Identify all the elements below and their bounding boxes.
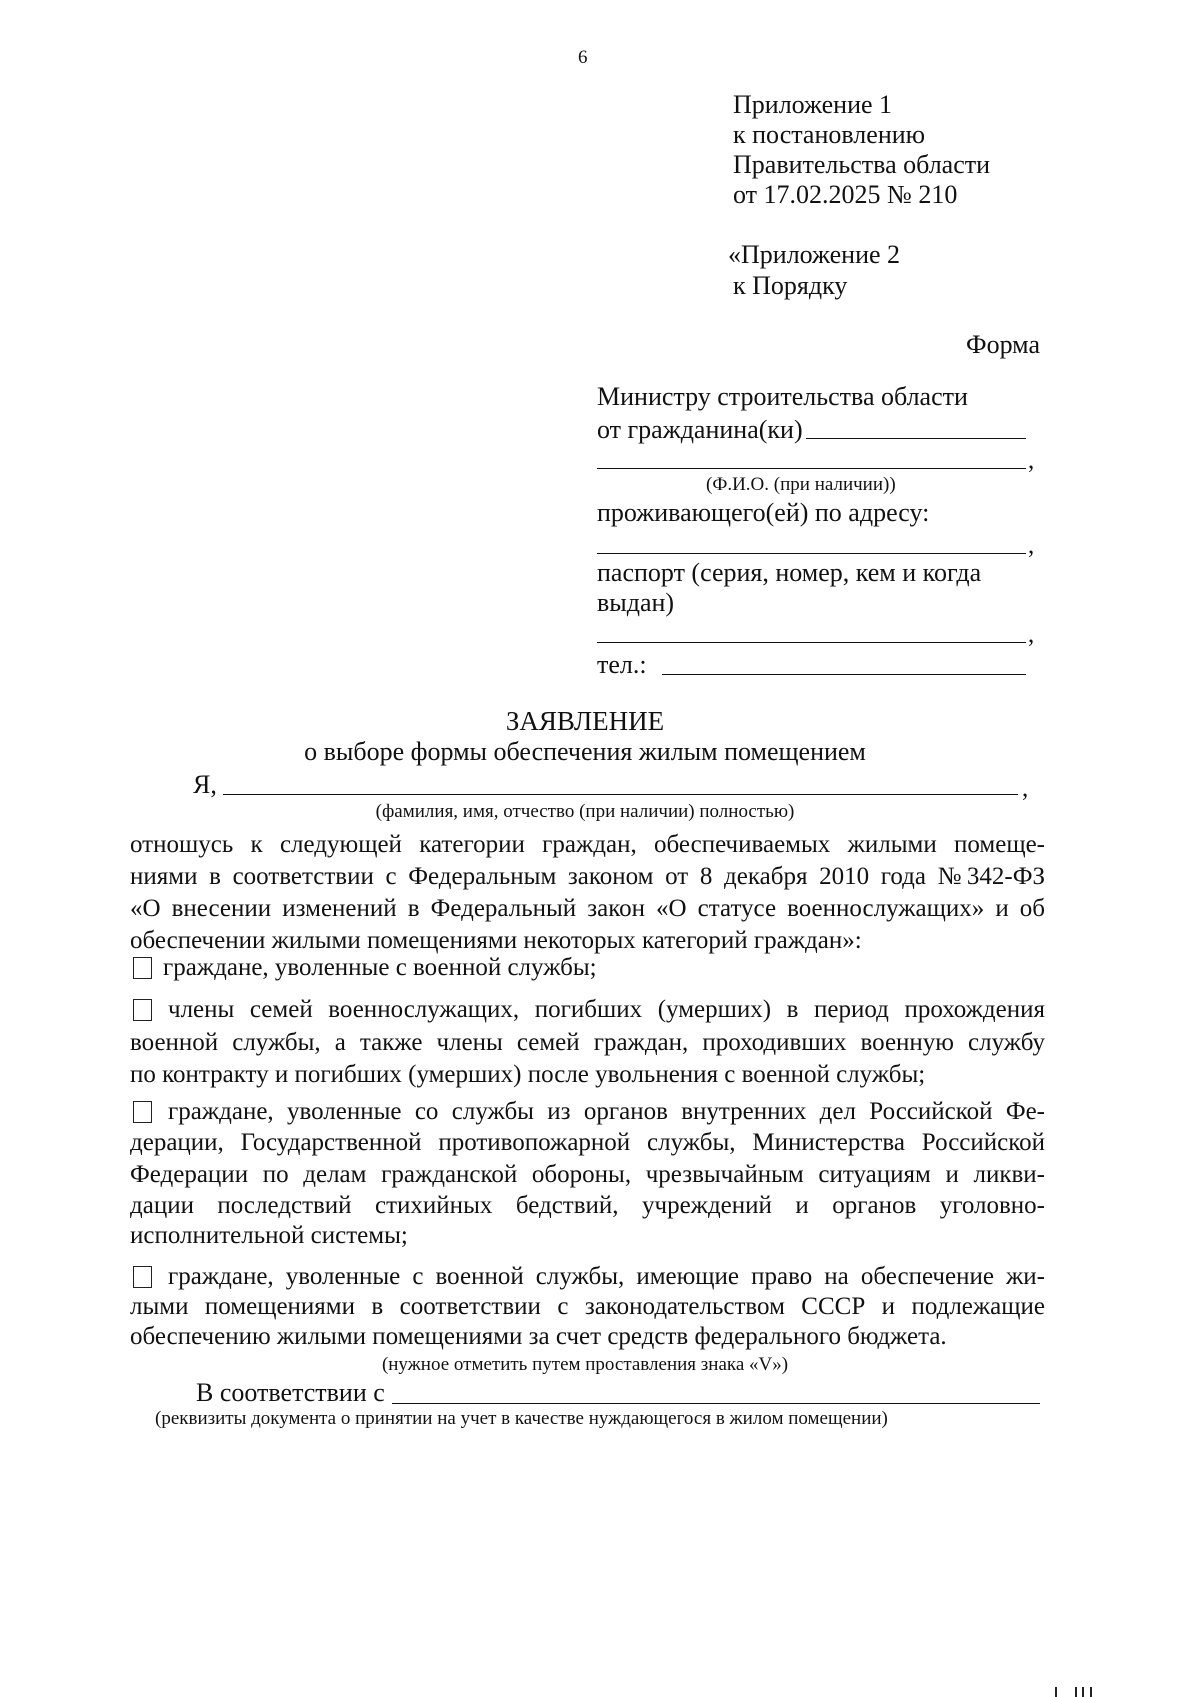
phone-field[interactable]	[662, 674, 1026, 675]
option-3-checkbox[interactable]	[133, 1101, 152, 1123]
intro-line: отношусь к следующей категории граждан, обеспечиваемых жилыми помеще-	[130, 831, 1045, 858]
option-line: дации последствий стихийных бедствий, учреждений и органов уголовно-	[130, 1192, 1045, 1219]
option-1-checkbox[interactable]	[133, 957, 152, 979]
applicant-prefix: Я,	[193, 770, 217, 799]
scan-mark	[1090, 1687, 1092, 1697]
passport-label: паспорт (серия, номер, кем и когда	[597, 558, 982, 587]
intro-line: «О внесении изменений в Федеральный закон «О статусе военнослужащих» и об	[130, 895, 1045, 922]
appendix-sub-line: «Приложение 2	[728, 240, 901, 269]
form-label: Форма	[966, 330, 1040, 359]
appendix-line: Правительства области	[733, 150, 991, 179]
applicant-name-field[interactable]	[223, 794, 1018, 795]
fio-caption: (Ф.И.О. (при наличии))	[706, 474, 896, 495]
scan-mark	[1082, 1687, 1084, 1697]
option-line: граждане, уволенные с военной службы;	[163, 954, 597, 981]
addressee-from-label: от гражданина(ки)	[597, 415, 803, 444]
appendix-line: к постановлению	[733, 120, 926, 149]
address-field[interactable]	[597, 553, 1026, 554]
appendix-sub-line: к Порядку	[733, 271, 848, 300]
comma: ,	[1022, 775, 1029, 802]
option-line: обеспечению жилыми помещениями за счет средств федерального бюджета.	[130, 1323, 947, 1350]
page-number: 6	[578, 47, 588, 68]
scan-mark	[1075, 1687, 1077, 1697]
options-note: (нужное отметить путем проставления знака «V»)	[381, 1354, 789, 1375]
phone-label: тел.:	[597, 650, 647, 679]
intro-line: обеспечении жилыми помещениями некоторых категорий граждан»:	[130, 927, 862, 954]
document-subtitle: о выборе формы обеспечения жилым помещением	[304, 737, 866, 766]
fio-field-line1[interactable]	[806, 438, 1026, 439]
option-line: дерации, Государственной противопожарной службы, Министерства Российской	[130, 1129, 1045, 1156]
appendix-line: Приложение 1	[733, 90, 893, 119]
basis-field[interactable]	[392, 1403, 1040, 1404]
comma: ,	[1028, 621, 1035, 648]
intro-line: ниями в соответствии с Федеральным законом от 8 декабря 2010 года №342-ФЗ	[130, 863, 1045, 890]
basis-caption: (реквизиты документа о принятии на учет в качестве нуждающегося в жилом помещении)	[155, 1408, 888, 1429]
option-line: исполнительной системы;	[130, 1222, 408, 1249]
option-line: Федерации по делам гражданской обороны, чрезвычайным ситуациям и ликви-	[130, 1161, 1045, 1188]
scan-mark	[1055, 1687, 1057, 1697]
basis-label: В соответствии с	[196, 1378, 385, 1407]
document-title: ЗАЯВЛЕНИЕ	[505, 706, 665, 736]
addressee-to: Министру строительства области	[597, 382, 968, 411]
appendix-line: от 17.02.2025 № 210	[733, 180, 958, 209]
address-label: проживающего(ей) по адресу:	[597, 498, 930, 527]
option-4-checkbox[interactable]	[133, 1266, 152, 1288]
applicant-caption: (фамилия, имя, отчество (при наличии) полностью)	[375, 801, 795, 822]
option-line: граждане, уволенные с военной службы, имеющие право на обеспечение жи-	[168, 1263, 1045, 1290]
passport-field[interactable]	[597, 642, 1026, 643]
option-line: граждане, уволенные со службы из органов внутренних дел Российской Фе-	[168, 1098, 1045, 1125]
option-line: члены семей военнослужащих, погибших (умерших) в период прохождения	[168, 996, 1045, 1023]
option-line: военной службы, а также члены семей граждан, проходивших военную службу	[130, 1029, 1045, 1056]
passport-label-cont: выдан)	[597, 588, 675, 617]
option-line: по контракту и погибших (умерших) после увольнения с военной службы;	[130, 1061, 926, 1088]
fio-field-line2[interactable]	[597, 468, 1026, 469]
option-line: лыми помещениями в соответствии с законодательством СССР и подлежащие	[130, 1293, 1045, 1320]
comma: ,	[1028, 447, 1035, 474]
comma: ,	[1028, 532, 1035, 559]
option-2-checkbox[interactable]	[133, 999, 152, 1021]
